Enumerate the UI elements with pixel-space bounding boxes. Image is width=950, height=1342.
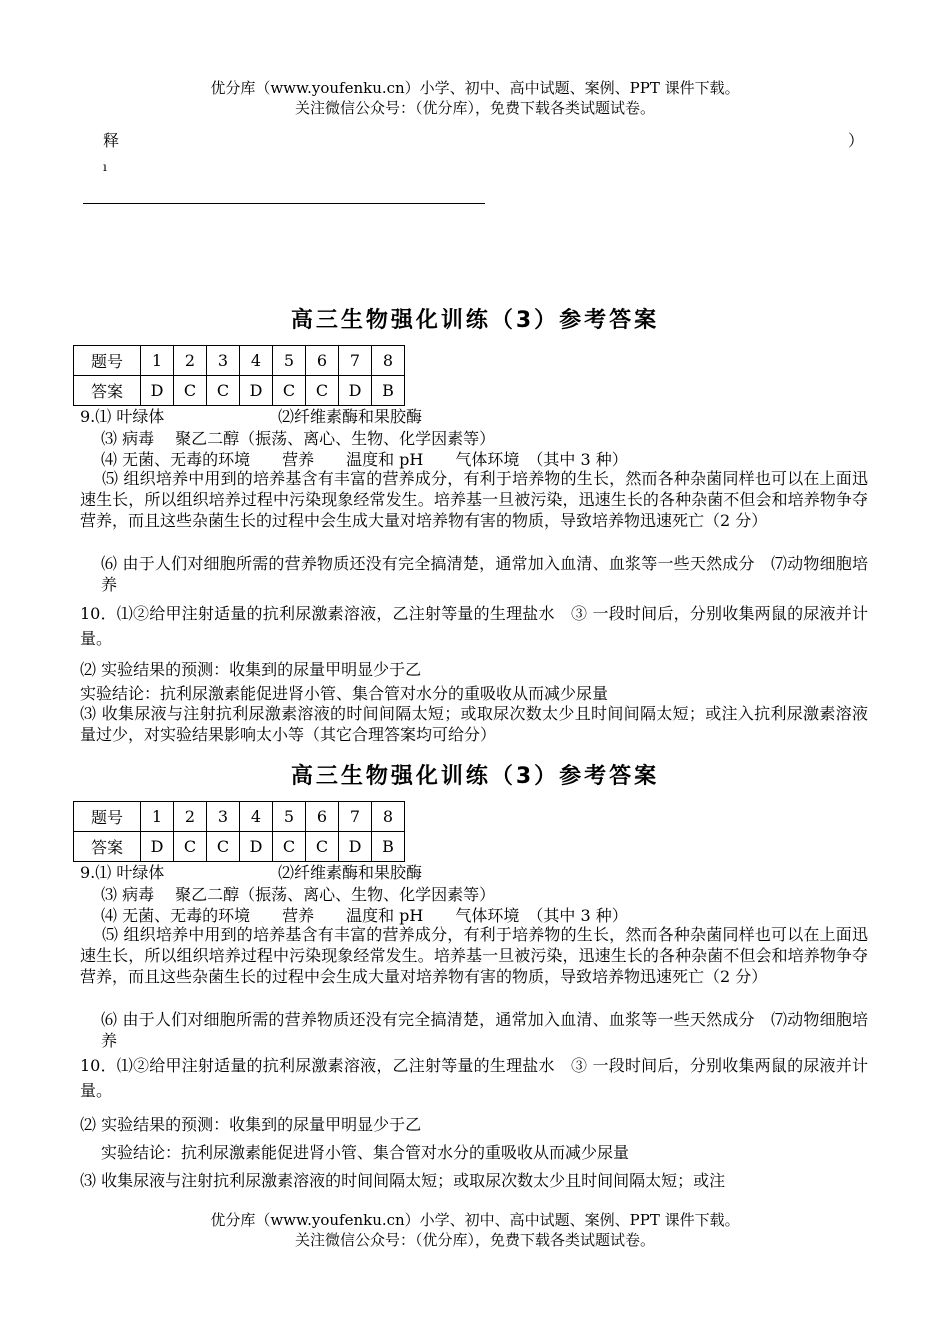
table-label: 题号: [74, 802, 141, 832]
question-number: 4: [240, 346, 273, 376]
question-number: 7: [339, 346, 372, 376]
question-number: 4: [240, 802, 273, 832]
fragment-char-right: ）: [848, 131, 865, 150]
question-number: 2: [174, 346, 207, 376]
q10-part3: ⑶ 收集尿液与注射抗利尿激素溶液的时间间隔太短；或取尿次数太少且时间间隔太短；或注: [80, 1171, 726, 1190]
answer-cell: B: [372, 376, 405, 406]
answer-cell: C: [306, 376, 339, 406]
answer-cell: D: [339, 832, 372, 862]
page-footer-line1: 优分库（www.youfenku.cn）小学、初中、高中试题、案例、PPT 课件下载。: [210, 1211, 740, 1229]
q9-part5: ⑸ 组织培养中用到的培养基含有丰富的营养成分，有利于培养物的生长，然而各种杂菌同样也可以在上面迅速生长，所以组织培养过程中污染现象经常发生。培养基一旦被污染，迅速生长的各种杂菌不但会和培养物争夺营养，而且这些杂菌生长的过程中会生成大量对培养物有害的物质，导致培养物迅速死亡（2 分）: [80, 469, 868, 530]
answer-table: [73, 801, 405, 862]
question-number: 8: [372, 346, 405, 376]
separator-line: [83, 203, 485, 204]
answer-key-title: 高三生物强化训练（3）参考答案: [290, 308, 660, 333]
answer-cell: D: [141, 832, 174, 862]
question-number: 7: [339, 802, 372, 832]
question-number: 5: [273, 802, 306, 832]
page-header-line1: 优分库（www.youfenku.cn）小学、初中、高中试题、案例、PPT 课件下载。: [210, 79, 740, 97]
answer-cell: C: [207, 832, 240, 862]
q10-conclusion: 实验结论：抗利尿激素能促进肾小管、集合管对水分的重吸收从而减少尿量: [80, 684, 609, 703]
table-label: 题号: [74, 346, 141, 376]
answer-cell: C: [174, 832, 207, 862]
page-footer-line2: 关注微信公众号：（优分库），免费下载各类试题试卷。: [294, 1231, 655, 1249]
answer-table: [73, 345, 405, 406]
answer-cell: C: [207, 376, 240, 406]
table-row-numbers: [74, 802, 405, 832]
q10-conclusion: 实验结论：抗利尿激素能促进肾小管、集合管对水分的重吸收从而减少尿量: [101, 1143, 630, 1162]
question-number: 6: [306, 346, 339, 376]
q9-part2: ⑵纤维素酶和果胶酶: [278, 863, 423, 882]
answer-cell: D: [240, 832, 273, 862]
q9-part4: ⑷ 无菌、无毒的环境 营养 温度和 pH 气体环境 （其中 3 种）: [101, 450, 628, 469]
answer-cell: B: [372, 832, 405, 862]
q9-part3: ⑶ 病毒 聚乙二醇（振荡、离心、生物、化学因素等）: [101, 885, 496, 904]
table-label: 答案: [74, 376, 141, 406]
question-number: 1: [141, 802, 174, 832]
q9-part6: ⑹ 由于人们对细胞所需的营养物质还没有完全搞清楚，通常加入血清、血浆等一些天然成分 ⑺动物细胞培养: [101, 1010, 868, 1050]
fragment-mark: ı: [103, 160, 107, 174]
q10-part1: 10．⑴②给甲注射适量的抗利尿激素溶液，乙注射等量的生理盐水 ③ 一段时间后，分别收集两鼠的尿液并计量。: [80, 604, 868, 648]
q10-part1: 10．⑴②给甲注射适量的抗利尿激素溶液，乙注射等量的生理盐水 ③ 一段时间后，分别收集两鼠的尿液并计量。: [80, 1056, 868, 1100]
q9-part1: 9.⑴ 叶绿体: [80, 863, 165, 882]
answer-key-title: 高三生物强化训练（3）参考答案: [290, 764, 660, 789]
answer-cell: D: [141, 376, 174, 406]
question-number: 2: [174, 802, 207, 832]
answer-cell: C: [174, 376, 207, 406]
answer-cell: C: [306, 832, 339, 862]
answer-cell: D: [339, 376, 372, 406]
table-row-answers: [74, 376, 405, 406]
q9-part4: ⑷ 无菌、无毒的环境 营养 温度和 pH 气体环境 （其中 3 种）: [101, 906, 628, 925]
question-number: 3: [207, 802, 240, 832]
question-number: 5: [273, 346, 306, 376]
page-header-line2: 关注微信公众号：（优分库），免费下载各类试题试卷。: [294, 99, 655, 117]
answer-cell: D: [240, 376, 273, 406]
q10-part2: ⑵ 实验结果的预测：收集到的尿量甲明显少于乙: [80, 1115, 422, 1134]
question-number: 8: [372, 802, 405, 832]
q9-part6: ⑹ 由于人们对细胞所需的营养物质还没有完全搞清楚，通常加入血清、血浆等一些天然成分 ⑺动物细胞培养: [101, 554, 868, 594]
q9-part5: ⑸ 组织培养中用到的培养基含有丰富的营养成分，有利于培养物的生长，然而各种杂菌同样也可以在上面迅速生长，所以组织培养过程中污染现象经常发生。培养基一旦被污染，迅速生长的各种杂菌不但会和培养物争夺营养，而且这些杂菌生长的过程中会生成大量对培养物有害的物质，导致培养物迅速死亡（2 分）: [80, 925, 868, 986]
q9-part1: 9.⑴ 叶绿体: [80, 407, 165, 426]
fragment-char-left: 释: [103, 131, 120, 150]
answer-cell: C: [273, 832, 306, 862]
answer-cell: C: [273, 376, 306, 406]
q9-part3: ⑶ 病毒 聚乙二醇（振荡、离心、生物、化学因素等）: [101, 429, 496, 448]
question-number: 6: [306, 802, 339, 832]
question-number: 3: [207, 346, 240, 376]
q9-part2: ⑵纤维素酶和果胶酶: [278, 407, 423, 426]
q10-part2: ⑵ 实验结果的预测：收集到的尿量甲明显少于乙: [80, 660, 422, 679]
question-number: 1: [141, 346, 174, 376]
table-label: 答案: [74, 832, 141, 862]
q10-part3: ⑶ 收集尿液与注射抗利尿激素溶液的时间间隔太短；或取尿次数太少且时间间隔太短；或注入抗利尿激素溶液量过少，对实验结果影响太小等（其它合理答案均可给分）: [80, 704, 868, 744]
table-row-numbers: [74, 346, 405, 376]
table-row-answers: [74, 832, 405, 862]
